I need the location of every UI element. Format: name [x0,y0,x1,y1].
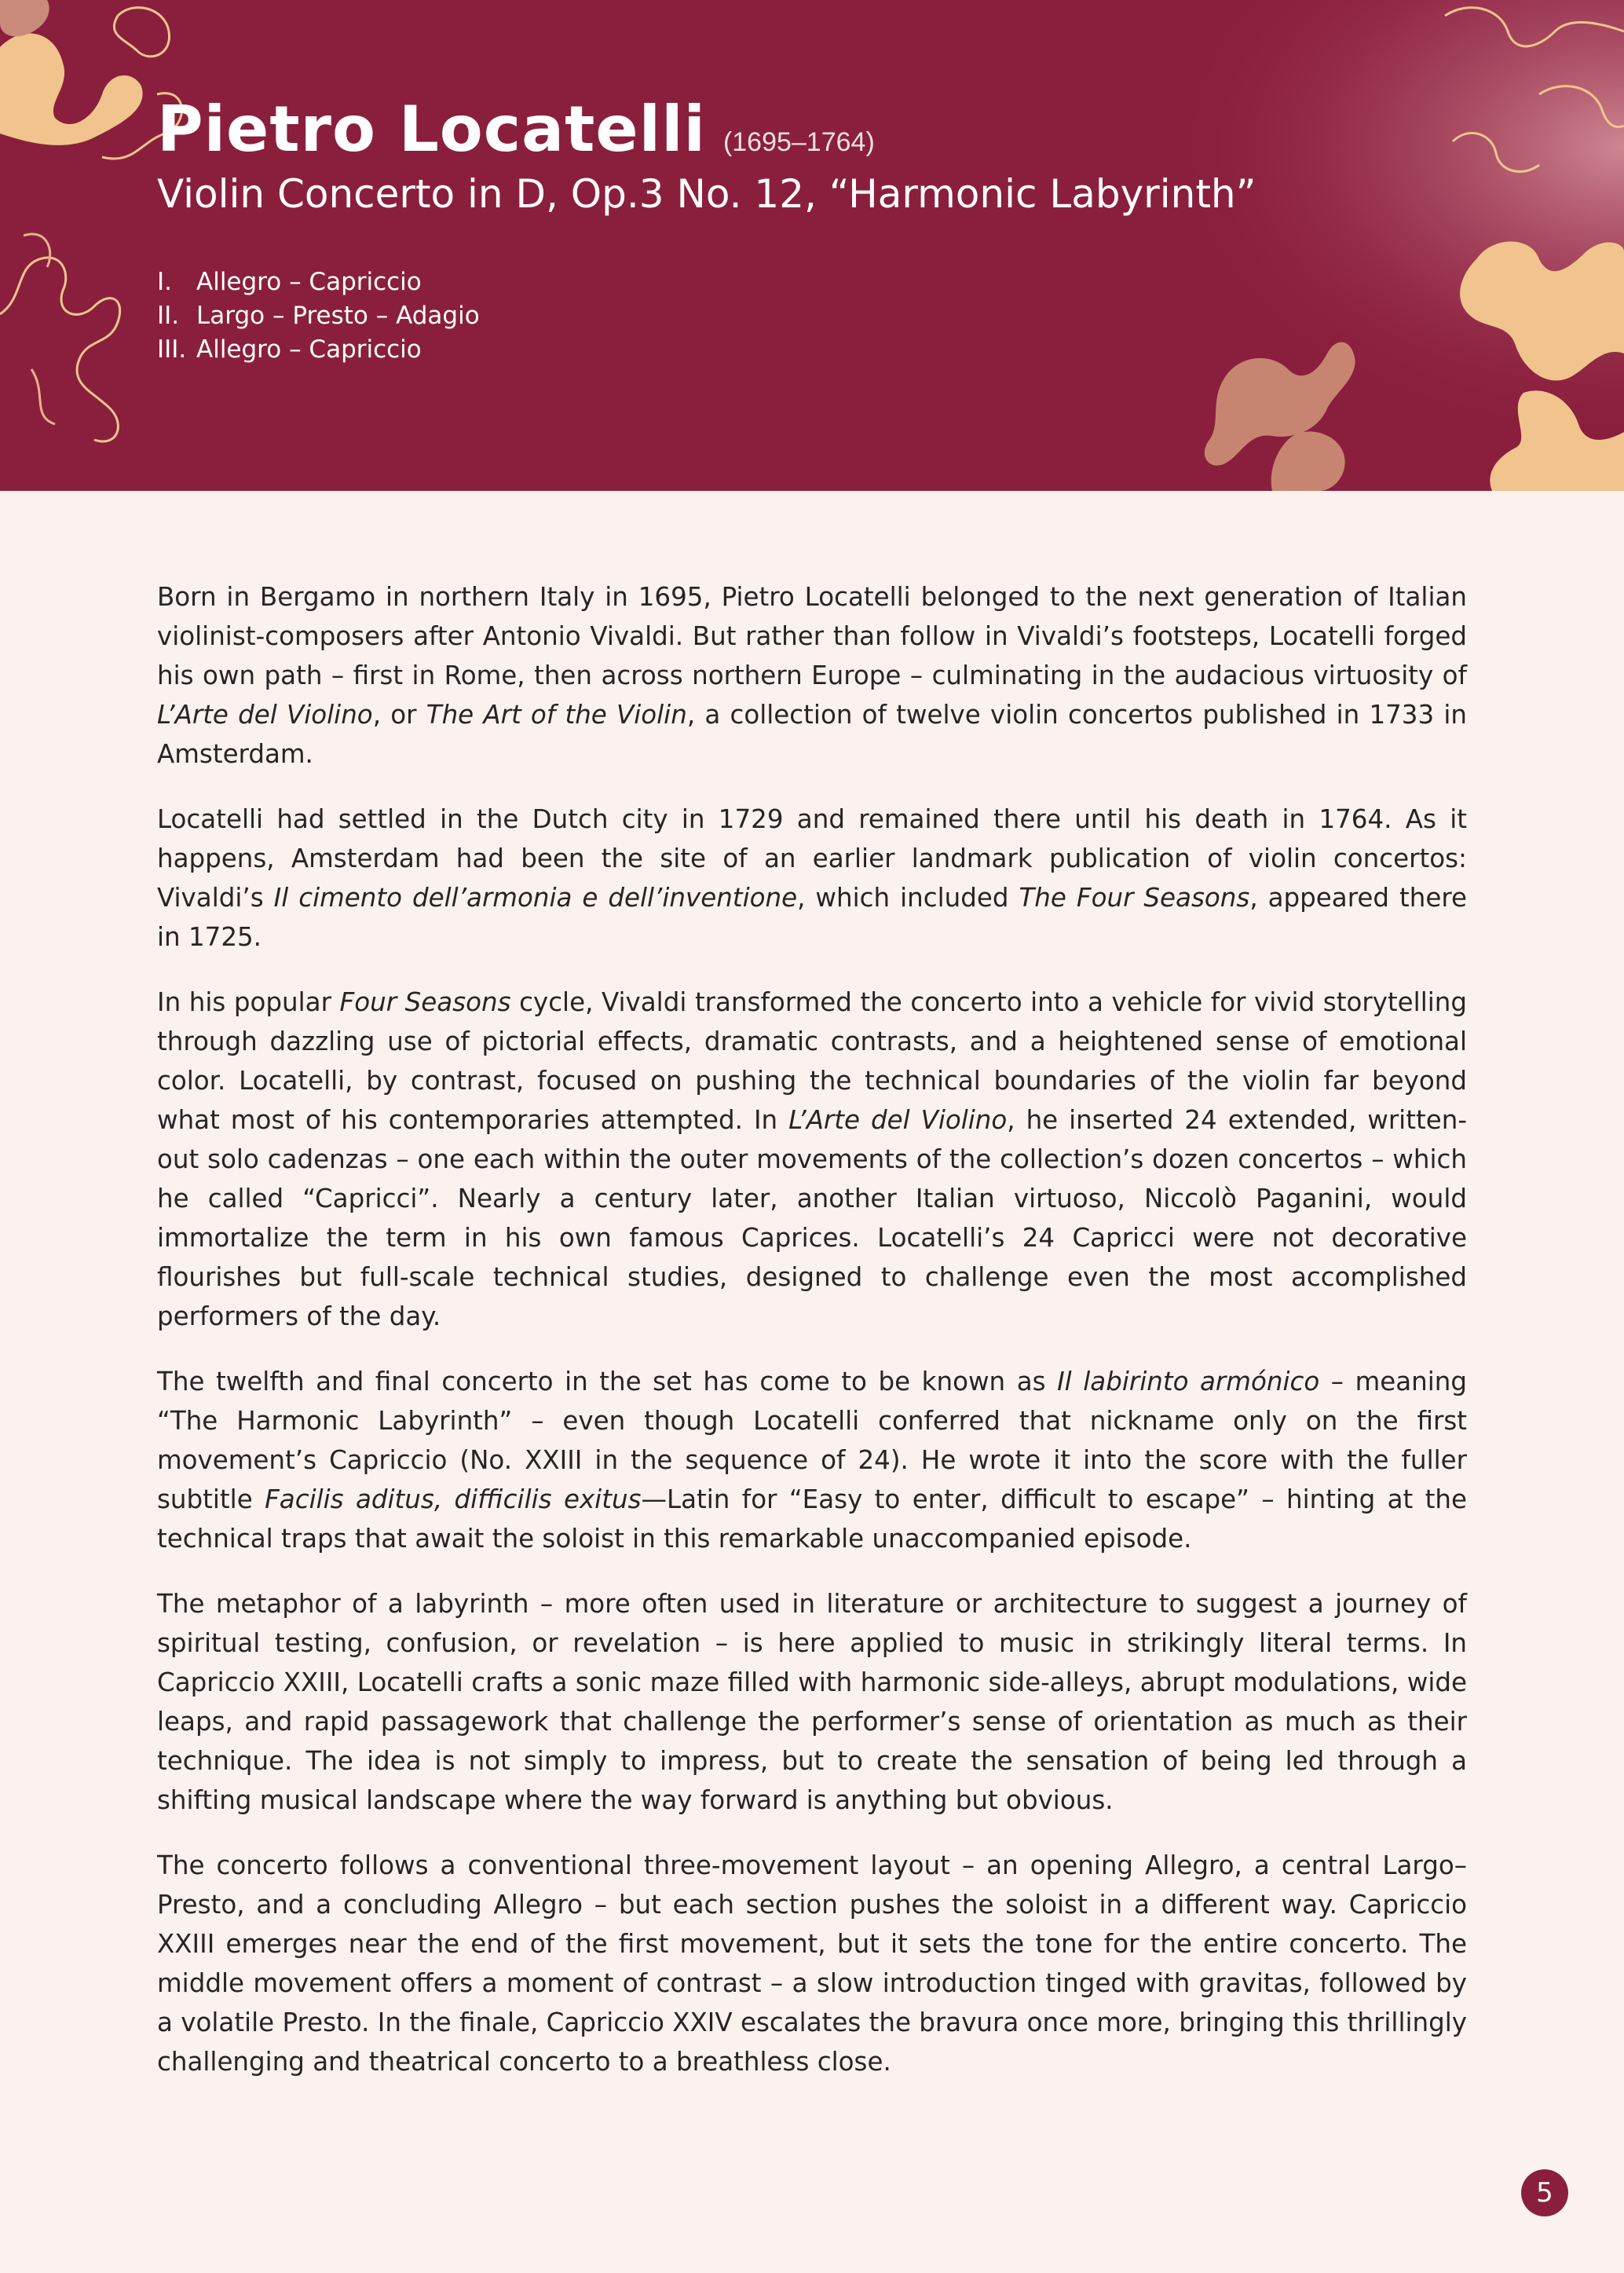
movement-number: I. [157,268,172,296]
text-run: cycle, Vivaldi transformed the concerto into a vehicle for vivid storytelling through dazzling use of pictorial effects, dramatic contrasts, and a heightened sense of emotional color. Locatelli, by contrast, focused on pushing the technical boundaries of the violin far beyond what most of his contemporaries attempted. In [157,987,1467,1135]
text-run: In his popular [157,987,340,1017]
paragraph-3 [157,983,1467,1336]
header-banner [0,0,1624,491]
text-run: , appeared there in 1725. [157,883,1467,952]
movement-item [157,265,480,299]
text-run: , or [372,700,426,730]
paragraph-4 [157,1362,1467,1558]
italic-title: The Four Seasons [1019,883,1250,913]
italic-title: Il labirinto armónico [1057,1367,1320,1396]
movement-title: Allegro – Capriccio [196,335,422,364]
work-title: Violin Concerto in D, Op.3 No. 12, “Harmonic Labyrinth” [157,171,1256,217]
movement-list [157,265,480,367]
movement-number: II. [157,302,180,330]
italic-title: L’Arte del Violino [157,700,373,730]
italic-title: L’Arte del Violino [788,1105,1008,1135]
text-run: , a collection of twelve violin concertos published in 1733 in Amsterdam. [157,700,1468,769]
composer-dates: (1695–1764) [722,127,875,157]
text-run: —Latin for “Easy to enter, difficult to escape” – hinting at the technical traps that await the soloist in this remarkable unaccompanied episode. [157,1484,1467,1554]
text-run: Born in Bergamo in northern Italy in 1695, Pietro Locatelli belonged to the next generation of Italian violinist-composers after Antonio Vivaldi. But rather than follow in Vivaldi’s footsteps, Locatelli forged his own path – first in Rome, then across northern Europe – culminating in the audacious virtuosity of [157,582,1467,690]
paragraph-2 [157,800,1467,957]
text-run: , he inserted 24 extended, written-out solo cadenzas – one each within the outer movements of the collection’s dozen concertos – which he called “Capricci”. Nearly a century later, another Italian virtuoso, Niccolò Paganini, would immortalize the term in his own famous Caprices. Locatelli’s 24 Capricci were not decorative flourishes but full-scale technical studies, designed to challenge even the most accomplished performers of the day. [157,1105,1468,1331]
italic-title: Facilis aditus, difficilis exitus [265,1484,642,1514]
paragraph-1 [157,577,1467,774]
movement-title: Largo – Presto – Adagio [196,302,480,330]
italic-title: The Art of the Violin [426,700,687,730]
labyrinth-pattern-decoration [0,0,1624,491]
italic-title: Il cimento dell’armonia e dell’inventione [273,883,798,913]
composer-name: Pietro Locatelli [157,93,706,166]
page-number-badge: 5 [1521,2169,1568,2216]
text-run: The twelfth and final concerto in the set has come to be known as [157,1367,1058,1396]
text-run: – meaning “The Harmonic Labyrinth” – even though Locatelli conferred that nickname only on the first movement’s Capriccio (No. XXIII in the sequence of 24). He wrote it into the score with the fuller subtitle [157,1367,1468,1514]
movement-number: III. [157,335,187,364]
text-run: Locatelli had settled in the Dutch city in 1729 and remained there until his death in 1764. As it happens, Amsterdam had been the site of an earlier landmark publication of violin concertos: Vivaldi’s [157,804,1467,913]
text-run: , which included [797,883,1019,913]
movement-item [157,299,480,333]
title-row [157,93,875,166]
movement-item [157,333,480,367]
paragraph-6: The concerto follows a conventional three-movement layout – an opening Allegro, a central Largo–Presto, and a concluding Allegro – but each section pushes the soloist in a different way. Capriccio XXIII emerges near the end of the first movement, but it sets the tone for the entire concerto. The middle movement offers a moment of contrast – a slow introduction tinged with gravitas, followed by a volatile Presto. In the finale, Capriccio XXIV escalates the bravura once more, bringing this thrillingly challenging and theatrical concerto to a breathless close. [157,1850,1467,2077]
movement-title: Allegro – Capriccio [196,268,422,296]
paragraph-5: The metaphor of a labyrinth – more often used in literature or architecture to suggest a journey of spiritual testing, confusion, or revelation – is here applied to music in strikingly literal terms. In Capriccio XXIII, Locatelli crafts a sonic maze filled with harmonic side-alleys, abrupt modulations, wide leaps, and rapid passagework that challenge the performer’s sense of orientation as much as their technique. The idea is not simply to impress, but to create the sensation of being led through a shifting musical landscape where the way forward is anything but obvious. [157,1589,1467,1815]
article-body [157,577,1467,2107]
italic-title: Four Seasons [339,987,511,1017]
